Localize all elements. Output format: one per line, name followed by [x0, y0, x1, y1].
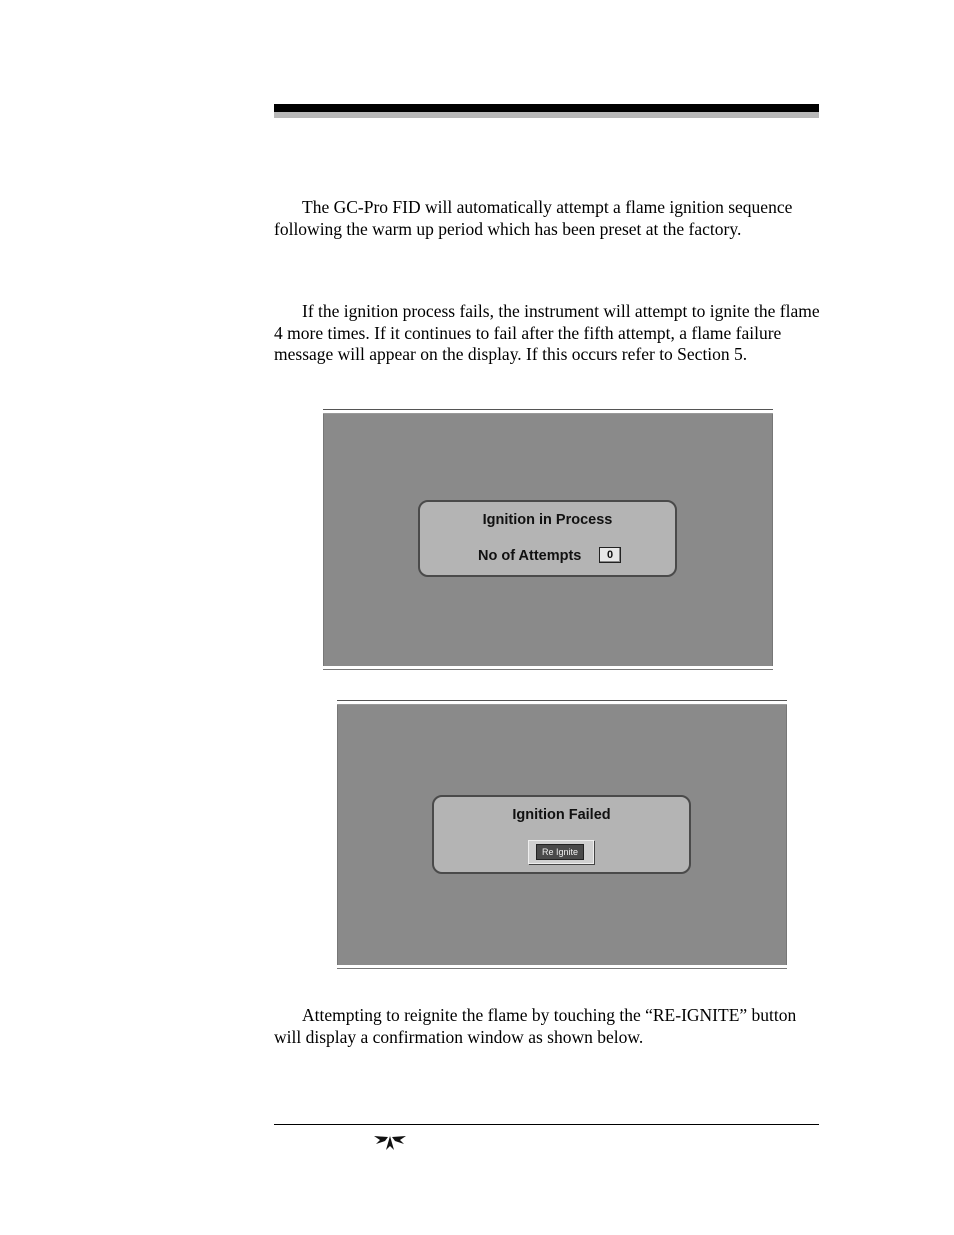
paragraph-auto-ignition: The GC-Pro FID will automatically attempt a flame ignition sequence following the warm up period which has been preset at the factory. [274, 197, 793, 239]
re-ignite-button-label: Re Ignite [536, 844, 584, 860]
screenshot-ignition-failed [337, 703, 787, 966]
attempts-label: No of Attempts [478, 548, 582, 564]
screenshot-ignition-in-process [323, 412, 773, 667]
footer-rule [274, 1124, 819, 1125]
attempts-counter: 0 [599, 547, 621, 563]
re-ignite-button[interactable] [528, 840, 594, 864]
header-rule-black [274, 104, 819, 112]
paragraph-ignition-fails: If the ignition process fails, the instrument will attempt to ignite the flame 4 more times. If it continues to fail after the fifth attempt, a flame failure message will appear on the display. If this occurs refer to Section 5. [274, 301, 820, 365]
ignition-process-dialog [418, 500, 677, 577]
header-rule-grey [274, 112, 819, 118]
dialog-title: Ignition in Process [482, 512, 613, 528]
ignition-failed-dialog [432, 795, 691, 874]
dialog-title: Ignition Failed [512, 807, 611, 823]
paragraph-reignite: Attempting to reignite the flame by touching the “RE-IGNITE” button will display a confirmation window as shown below. [274, 1005, 797, 1047]
teledyne-logo-icon [372, 1132, 408, 1152]
